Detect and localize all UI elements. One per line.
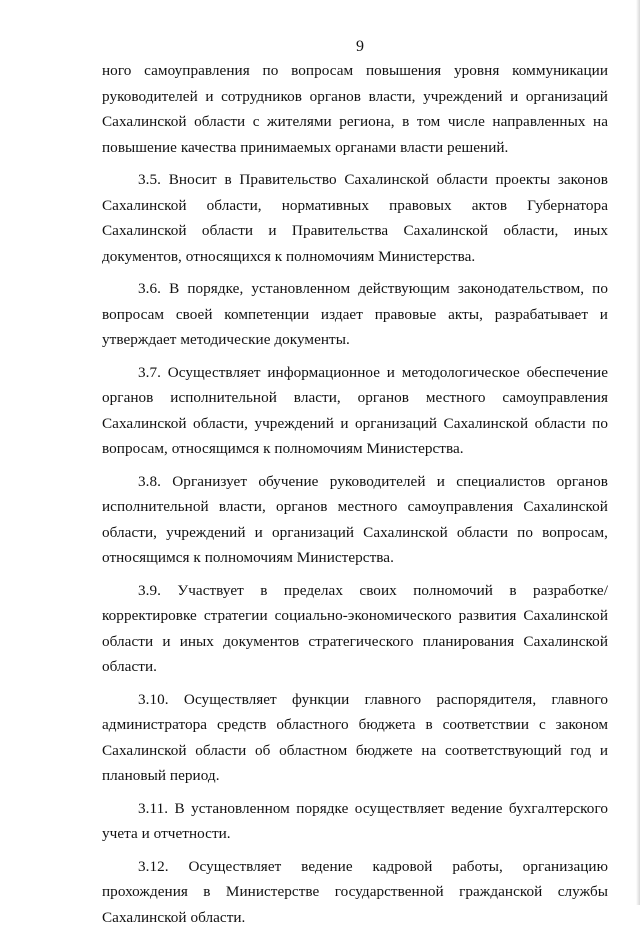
paragraph-3-12: 3.12. Осуществляет ведение кадровой работы, организацию прохождения в Министерстве государственной гражданской службы Сахалинской области.	[102, 857, 608, 926]
paragraph-3-8: 3.8. Организует обучение руководителей и специалистов органов исполнительной власти, органов местного самоуправления Сахалинской области, учреждений и организаций Сахалинской области по вопросам, относящимся к полномочиям Министерства.	[102, 472, 608, 566]
page-number: 9	[356, 38, 364, 55]
paragraph-3-9: 3.9. Участвует в пределах своих полномочий в разработке/корректировке стратегии социально-экономического развития Сахалинской области и иных документов стратегического планирования Сахалинской области.	[102, 581, 608, 675]
paragraph-3-5: 3.5. Вносит в Правительство Сахалинской области проекты законов Сахалинской области, нормативных правовых актов Губернатора Сахалинской области и Правительства Сахалинской области, иных документов, относящихся к полномочиям Министерства.	[102, 171, 608, 265]
paragraph-continuation: ного самоуправления по вопросам повышения уровня коммуникации руководителей и сотрудников органов власти, учреждений и организаций Сахалинской области с жителями региона, в том числе направленных на повышение качества принимаемых органами власти решений.	[102, 62, 608, 156]
paragraph-3-6: 3.6. В порядке, установленном действующим законодательством, по вопросам своей компетенции издает правовые акты, разрабатывает и утверждает методические документы.	[102, 280, 608, 348]
paragraph-3-10: 3.10. Осуществляет функции главного распорядителя, главного администратора средств областного бюджета в соответствии с законом Сахалинской области об областном бюджете на соответствующий год и плановый период.	[102, 690, 608, 784]
paragraph-3-11: 3.11. В установленном порядке осуществляет ведение бухгалтерского учета и отчетности.	[102, 799, 608, 842]
paragraph-3-7: 3.7. Осуществляет информационное и методологическое обеспечение органов исполнительной власти, органов местного самоуправления Сахалинской области, учреждений и организаций Сахалинской области по вопросам, относящимся к полномочиям Министерства.	[102, 363, 608, 457]
scan-edge-shadow	[636, 0, 640, 905]
document-body	[102, 58, 608, 937]
